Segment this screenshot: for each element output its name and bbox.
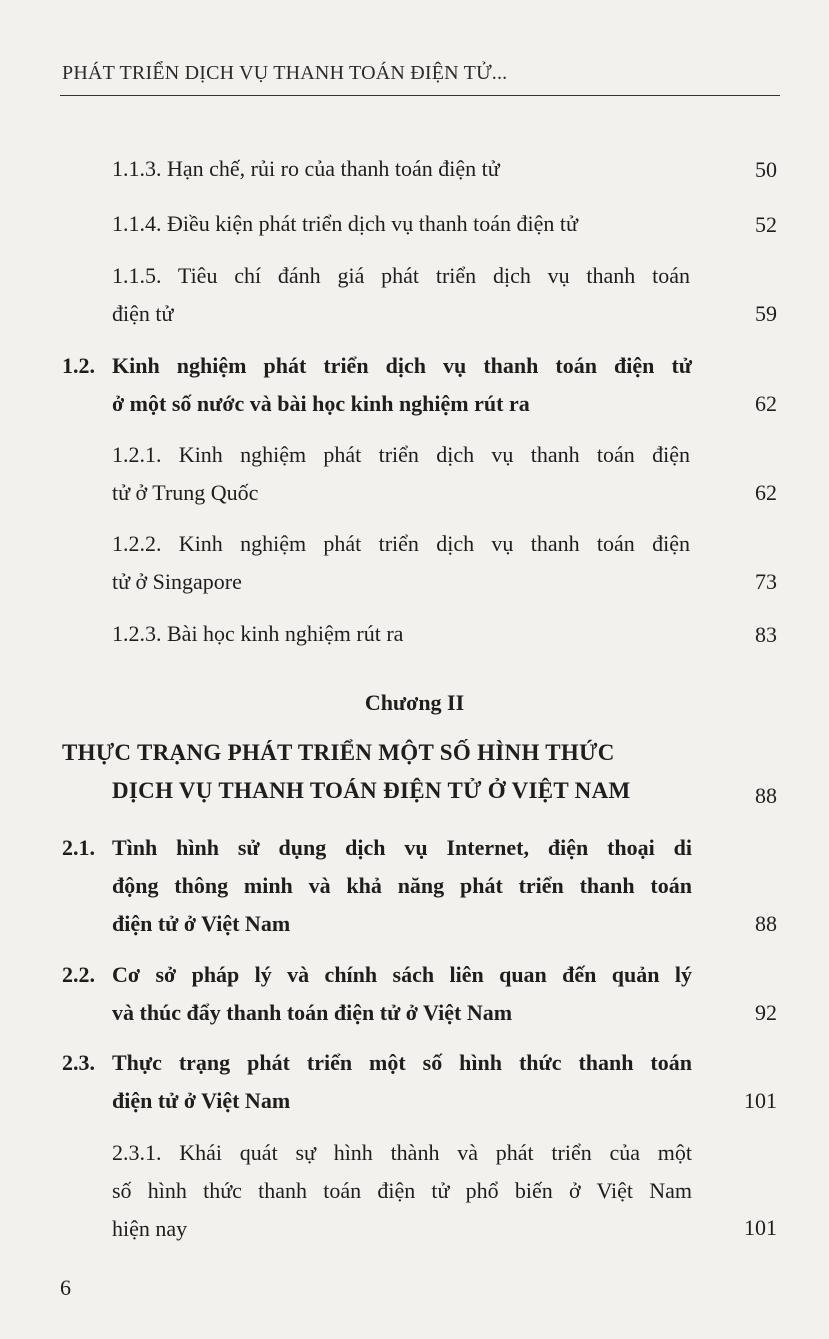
toc-entry-1-1-3[interactable] xyxy=(112,150,500,188)
running-header: PHÁT TRIỂN DỊCH VỤ THANH TOÁN ĐIỆN TỬ... xyxy=(62,62,508,84)
toc-page-number: 88 xyxy=(755,783,777,808)
page-number: 6 xyxy=(60,1275,71,1300)
toc-entry-text: Kinh nghiệm phát triển dịch vụ thanh toán điện tử xyxy=(112,353,692,378)
toc-section-number: 2.1. xyxy=(62,835,95,860)
chapter-label: Chương II xyxy=(364,690,465,715)
toc-page-number: 62 xyxy=(755,480,777,505)
toc-entry-text: 2.3.1. Khái quát sự hình thành và phát triển của một xyxy=(112,1140,692,1165)
toc-entry-2-3[interactable] xyxy=(112,1044,692,1120)
toc-page-number: 73 xyxy=(755,569,777,594)
toc-entry-text: 1.2.3. Bài học kinh nghiệm rút ra xyxy=(112,621,404,646)
toc-section-number: 2.2. xyxy=(62,962,95,987)
header-rule xyxy=(60,95,780,96)
toc-page-number: 88 xyxy=(755,911,777,936)
toc-entry-text: điện tử ở Việt Nam xyxy=(112,1088,291,1113)
toc-entry-2-2[interactable] xyxy=(112,956,692,1032)
toc-entry-text: và thúc đẩy thanh toán điện tử ở Việt Nam xyxy=(112,1000,513,1025)
toc-page-number: 83 xyxy=(755,622,777,647)
toc-entry-text: điện tử xyxy=(112,301,174,326)
toc-entry-1-1-5[interactable] xyxy=(112,257,690,333)
toc-entry-1-2-1[interactable] xyxy=(112,436,690,512)
toc-entry-text: 1.1.4. Điều kiện phát triển dịch vụ thanh toán điện tử xyxy=(112,211,578,236)
toc-entry-1-1-4[interactable] xyxy=(112,205,578,243)
toc-entry-text: điện tử ở Việt Nam xyxy=(112,911,291,936)
toc-entry-text: ở một số nước và bài học kinh nghiệm rút ra xyxy=(112,391,530,416)
toc-entry-1-2-3[interactable] xyxy=(112,615,403,653)
toc-entry-1-2-2[interactable] xyxy=(112,525,690,601)
toc-entry-text: động thông minh và khả năng phát triển thanh toán xyxy=(112,873,692,898)
toc-page-number: 50 xyxy=(755,157,777,182)
toc-entry-text: tử ở Singapore xyxy=(112,569,242,594)
chapter-title-line-1[interactable]: THỰC TRẠNG PHÁT TRIỂN MỘT SỐ HÌNH THỨC xyxy=(62,740,615,765)
toc-entry-text: Thực trạng phát triển một số hình thức thanh toán xyxy=(112,1050,692,1075)
toc-entry-2-1[interactable] xyxy=(112,829,692,943)
toc-page-number: 62 xyxy=(755,391,777,416)
toc-entry-text: 1.2.1. Kinh nghiệm phát triển dịch vụ thanh toán điện xyxy=(112,442,690,467)
toc-entry-text: Tình hình sử dụng dịch vụ Internet, điện thoại di xyxy=(112,835,692,860)
toc-page-number: 101 xyxy=(744,1215,777,1240)
toc-entry-1-2[interactable] xyxy=(112,347,692,423)
toc-entry-text: 1.1.5. Tiêu chí đánh giá phát triển dịch vụ thanh toán xyxy=(112,263,690,288)
toc-section-number: 2.3. xyxy=(62,1050,95,1075)
toc-entry-text: tử ở Trung Quốc xyxy=(112,480,259,505)
toc-entry-text: 1.1.3. Hạn chế, rủi ro của thanh toán điện tử xyxy=(112,156,500,181)
toc-page-number: 52 xyxy=(755,212,777,237)
toc-entry-text: 1.2.2. Kinh nghiệm phát triển dịch vụ thanh toán điện xyxy=(112,531,690,556)
toc-entry-text: hiện nay xyxy=(112,1216,188,1241)
toc-page-number: 92 xyxy=(755,1000,777,1025)
toc-page-number: 59 xyxy=(755,301,777,326)
chapter-title-line-2[interactable]: DỊCH VỤ THANH TOÁN ĐIỆN TỬ Ở VIỆT NAM xyxy=(112,778,631,803)
toc-page-number: 101 xyxy=(744,1088,777,1113)
toc-entry-2-3-1[interactable] xyxy=(112,1134,692,1248)
toc-entry-text: Cơ sở pháp lý và chính sách liên quan đến quản lý xyxy=(112,962,692,987)
toc-entry-text: số hình thức thanh toán điện tử phổ biến ở Việt Nam xyxy=(112,1178,692,1203)
toc-section-number: 1.2. xyxy=(62,353,95,378)
